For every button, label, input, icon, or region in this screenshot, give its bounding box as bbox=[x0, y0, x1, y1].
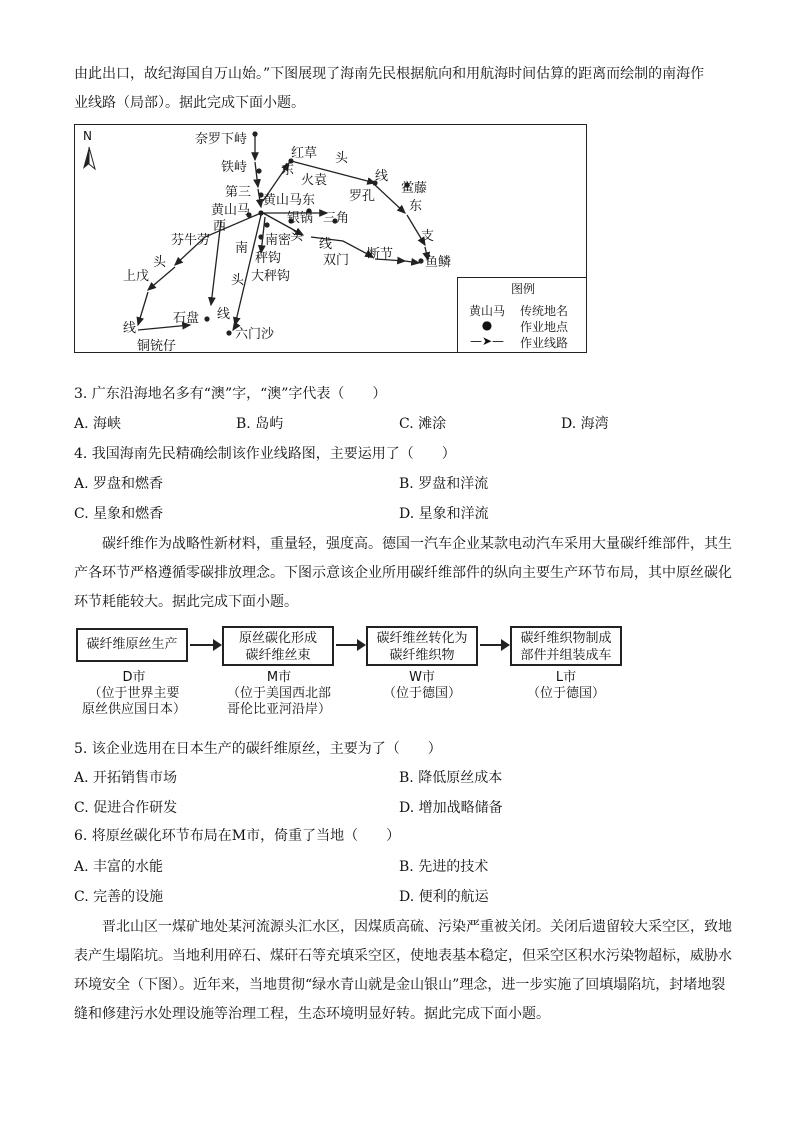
flow-caption-2-line-3: 哥伦比亚河沿岸） bbox=[226, 702, 331, 717]
work-point bbox=[226, 330, 231, 335]
q4-option-a[interactable]: A. 罗盘和燃香 bbox=[74, 476, 164, 492]
q6-option-a[interactable]: A. 丰富的水能 bbox=[74, 859, 164, 875]
q6-option-b[interactable]: B. 先进的技术 bbox=[399, 859, 489, 875]
place-yulin: 鱼鳞 bbox=[425, 255, 452, 270]
place-chenggou: 秤钩 bbox=[255, 251, 282, 266]
flow-arrow-icon bbox=[190, 644, 220, 646]
q4-option-d[interactable]: D. 星象和洋流 bbox=[399, 506, 489, 522]
work-point bbox=[204, 316, 209, 321]
route-segment bbox=[258, 189, 261, 207]
place-dengteng: 鲎藤 bbox=[401, 181, 428, 196]
q5-option-d[interactable]: D. 增加战略储备 bbox=[399, 800, 503, 816]
route-label: 头 bbox=[335, 151, 349, 166]
place-hongcao: 红草 bbox=[291, 146, 318, 161]
flow-box-2-line-2: 碳纤维丝束 bbox=[245, 648, 311, 663]
q5-stem: 5. 该企业选用在日本生产的碳纤维原丝，主要为了（ ） bbox=[74, 741, 442, 757]
legend-name-desc: 传统地名 bbox=[520, 304, 569, 318]
route-label: 东 bbox=[409, 199, 423, 214]
flow-caption-2-city: M市 bbox=[266, 670, 292, 685]
north-label: N bbox=[83, 129, 92, 143]
flow-caption-1 bbox=[72, 670, 196, 718]
intro-line-2: 业线路（局部）。据此完成下面小题。 bbox=[74, 95, 305, 111]
route-segment bbox=[255, 162, 258, 187]
flow-caption-4 bbox=[506, 670, 626, 702]
flow-caption-4-line-2: （位于德国） bbox=[526, 686, 605, 701]
legend-title: 图例 bbox=[510, 282, 535, 296]
route-label: 头 bbox=[231, 273, 245, 288]
q3-option-d[interactable]: D. 海湾 bbox=[561, 416, 609, 432]
legend-dot-icon: ● bbox=[481, 318, 493, 332]
place-yinguo: 银锅 bbox=[287, 211, 314, 226]
flow-box-3-line-2: 碳纤维织物 bbox=[389, 648, 455, 663]
place-huangshanmadong: 黄山马东 bbox=[263, 193, 316, 208]
flow-arrow-icon bbox=[336, 644, 364, 646]
place-shipan: 石盘 bbox=[173, 311, 200, 326]
place-disan: 第三 bbox=[225, 185, 252, 200]
q6-option-d[interactable]: D. 便利的航运 bbox=[399, 889, 489, 905]
legend-route-desc: 作业线路 bbox=[520, 336, 569, 350]
q3-stem: 3. 广东沿海地名多有“澳”字，“澳”字代表（ ） bbox=[74, 386, 387, 402]
flow-caption-3 bbox=[362, 670, 482, 702]
work-point bbox=[264, 222, 269, 227]
route-segment bbox=[148, 267, 175, 290]
flow-box-3-line-1: 碳纤维丝转化为 bbox=[376, 631, 468, 646]
route-label: 线 bbox=[123, 321, 137, 336]
legend-row-point bbox=[468, 318, 585, 334]
place-dachenggou: 大秤钩 bbox=[251, 269, 291, 284]
place-nanmi: 南密 bbox=[265, 233, 292, 248]
carbon-paragraph: 碳纤维作为战略性新材料，重量轻，强度高。德国一汽车企业某款电动汽车采用大量碳纤维部件，其生产各环节严格遵循零碳排放理念。下图示意该企业所用碳纤维部件的纵向主要生产环节布局，其中原丝碳化环节耗能较大。据此完成下面小题。 bbox=[74, 536, 732, 610]
flow-box-4-line-1: 碳纤维织物制成 bbox=[520, 631, 612, 646]
legend-arrow-icon: —➤— bbox=[469, 334, 505, 348]
flow-box-1-text: 碳纤维原丝生产 bbox=[86, 637, 178, 652]
legend-sample-name: 黄山马 bbox=[468, 304, 505, 318]
legend-point-desc: 作业地点 bbox=[520, 320, 569, 334]
flow-box-3 bbox=[366, 626, 478, 666]
route-map bbox=[74, 124, 587, 353]
q5-option-c[interactable]: C. 促进合作研发 bbox=[74, 800, 178, 816]
work-point bbox=[258, 210, 263, 215]
place-fuyiu: 芬牛劳 bbox=[171, 233, 211, 248]
flow-box-1 bbox=[76, 628, 188, 662]
route-label: 线 bbox=[375, 169, 389, 184]
q5-option-b[interactable]: B. 降低原丝成本 bbox=[399, 770, 503, 786]
place-liumensha: 六门沙 bbox=[235, 327, 275, 342]
legend-row-route bbox=[468, 334, 585, 350]
flow-box-2 bbox=[222, 626, 334, 666]
flow-caption-2 bbox=[216, 670, 342, 718]
place-sanjiao: 三角 bbox=[323, 211, 350, 226]
route-label: 头 bbox=[153, 255, 167, 270]
flow-box-4-line-2: 部件并组装成车 bbox=[520, 648, 612, 663]
flow-caption-1-line-2: （位于世界主要 bbox=[88, 686, 180, 701]
route-segment bbox=[405, 261, 419, 263]
flow-caption-1-city: D市 bbox=[122, 670, 146, 685]
flow-box-4 bbox=[510, 626, 622, 666]
flow-arrow-icon bbox=[480, 644, 508, 646]
route-segment bbox=[138, 292, 148, 325]
q5-option-a[interactable]: A. 开拓销售市场 bbox=[74, 770, 178, 786]
place-shuangmen: 双门 bbox=[323, 253, 350, 268]
q4-option-b[interactable]: B. 罗盘和洋流 bbox=[399, 476, 489, 492]
q4-option-c[interactable]: C. 星象和燃香 bbox=[74, 506, 164, 522]
q6-option-c[interactable]: C. 完善的设施 bbox=[74, 889, 164, 905]
route-label: 东 bbox=[281, 163, 295, 178]
q3-option-b[interactable]: B. 岛屿 bbox=[236, 416, 284, 432]
flow-caption-2-line-2: （位于美国西北部 bbox=[226, 686, 331, 701]
place-tongxian: 铜铳仔 bbox=[137, 339, 177, 354]
flow-box-2-line-1: 原丝碳化形成 bbox=[238, 631, 317, 646]
intro-line-1: 由此出口，故纪海国自万山始。”下图展现了海南先民根据航向和用航海时间估算的距离而绘制的南海作 bbox=[74, 66, 705, 82]
legend-row-name bbox=[468, 302, 585, 318]
work-point bbox=[256, 168, 261, 173]
work-point bbox=[252, 131, 257, 136]
place-duanjie: 断节 bbox=[367, 247, 394, 262]
place-huoyan: 火袁 bbox=[301, 173, 328, 188]
flow-caption-4-city: L市 bbox=[555, 670, 577, 685]
north-arrow-icon bbox=[83, 147, 95, 169]
route-label: 西 bbox=[213, 219, 227, 234]
work-point bbox=[418, 258, 423, 263]
place-luokong: 罗孔 bbox=[349, 189, 376, 204]
place-shangwu: 上戊 bbox=[123, 269, 150, 284]
flow-caption-1-line-3: 原丝供应国日本） bbox=[81, 702, 186, 717]
place-huangshanma: 黄山马 bbox=[211, 203, 251, 218]
q6-stem: 6. 将原丝碳化环节布局在M市，倚重了当地（ ） bbox=[74, 828, 401, 844]
work-point bbox=[258, 234, 263, 239]
q4-stem: 4. 我国海南先民精确绘制该作业线路图，主要运用了（ ） bbox=[74, 446, 456, 462]
route-label: 南 bbox=[235, 241, 249, 256]
jinbei-paragraph: 晋北山区一煤矿地处某河流源头汇水区，因煤质高硫、污染严重被关闭。关闭后遗留较大采空区，致地表产生塌陷坑。当地利用碎石、煤矸石等充填采空区，使地表基本稳定，但采空区积水污染物超标，威胁水环境安全（下图）。近年来，当地贯彻“绿水青山就是金山银山”理念，进一步实施了回填塌陷坑，封堵地裂缝和修建污水处理设施等治理工程，生态环境明显好转。据此完成下面小题。 bbox=[74, 919, 732, 1022]
map-legend bbox=[457, 277, 587, 353]
route-label: 线 bbox=[319, 237, 333, 252]
q3-option-a[interactable]: A. 海峡 bbox=[74, 416, 122, 432]
place-nailuo: 奈罗下峙 bbox=[195, 132, 248, 147]
route-label: 线 bbox=[217, 307, 231, 322]
q3-option-c[interactable]: C. 滩涂 bbox=[399, 416, 447, 432]
route-label: 头 bbox=[290, 229, 304, 244]
route-label: 支 bbox=[421, 229, 435, 244]
flow-caption-3-line-2: （位于德国） bbox=[382, 686, 461, 701]
place-tiezhi: 铁峙 bbox=[221, 160, 248, 175]
flow-caption-3-city: W市 bbox=[409, 670, 435, 685]
